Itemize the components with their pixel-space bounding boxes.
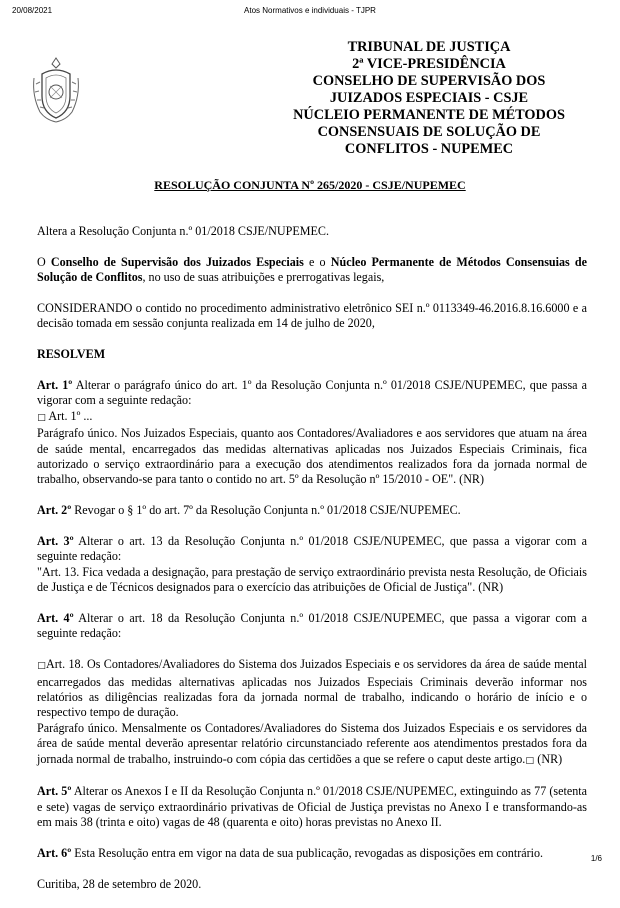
org-line-council: CONSELHO DE SUPERVISÃO DOS — [312, 73, 546, 89]
placeholder-box-icon: □ — [37, 661, 46, 672]
placeholder-box-icon: □ — [37, 412, 46, 423]
article-1-paragraph: Parágrafo único. Nos Juizados Especiais, quanto aos Contadores/Avaliadores e aos servidores que atuam na área de saúde mental, encarregados das medidas alternativas aplicadas nos Juizados Especiais Criminais, fica autorizado o serviço extraordinário para a execução dos atendimentos realizados fora da jornada normal de trabalho, observando-se para tanto o contido no art. 5º da Resolução nº 15/2010 - OE". (NR) — [37, 426, 587, 487]
placeholder-box-icon: □ — [525, 755, 535, 766]
article-1: Art. 1º Alterar o parágrafo único do art. 1º da Resolução Conjunta n.º 01/2018 CSJE/NUPEMEC, que passa a vigorar com a seguinte redação: — [37, 378, 587, 408]
coat-of-arms-icon — [30, 56, 82, 124]
organization-header — [262, 39, 596, 158]
document-body — [37, 224, 587, 908]
org-line-vice-presidency: 2ª VICE-PRESIDÊNCIA — [352, 56, 506, 72]
resolvem-heading: RESOLVEM — [37, 347, 106, 362]
preamble: O Conselho de Supervisão dos Juizados Especiais e o Núcleo Permanente de Métodos Consensuias de Solução de Conflitos, no uso de suas atribuições e prerrogativas legais, — [37, 254, 588, 285]
resolution-title: RESOLUÇÃO CONJUNTA Nº 265/2020 - CSJE/NUPEMEC — [154, 178, 466, 192]
org-line-nucleus-2: CONSENSUAIS DE SOLUÇÃO DE — [317, 124, 541, 140]
article-3: Art. 3º Alterar o art. 13 da Resolução Conjunta n.º 01/2018 CSJE/NUPEMEC, que passa a vigorar com a seguinte redação: — [37, 534, 587, 564]
article-3-quote: "Art. 13. Fica vedada a designação, para prestação de serviço extraordinário prevista nesta Resolução, de Oficiais de Justiça e de Técnicos designados para o exercício das atribuições de Oficial de Justiça". (NR) — [37, 564, 587, 595]
article-1-quote-start: □ Art. 1º ... — [37, 409, 587, 426]
article-5: Art. 5º Alterar os Anexos I e II da Resolução Conjunta n.º 01/2018 CSJE/NUPEMEC, extinguindo as 77 (setenta e sete) vagas de serviço extraordinário privativas de Oficial de Justiça previstas no Anexo I e transformando-as em mais 38 (trinta e oito) vagas de 48 (quarenta e oito) horas previstas no Anexo II. — [37, 784, 587, 830]
org-line-nucleus: NÚCLEIO PERMANENTE DE MÉTODOS — [293, 107, 565, 123]
page-number: 1/6 — [590, 854, 602, 863]
org-line-council-2: JUIZADOS ESPECIAIS - CSJE — [329, 90, 529, 106]
article-4: Art. 4º Alterar o art. 18 da Resolução Conjunta n.º 01/2018 CSJE/NUPEMEC, que passa a vigorar com a seguinte redação: — [37, 611, 587, 641]
org-line-nucleus-3: CONFLITOS - NUPEMEC — [344, 141, 514, 157]
print-title: Atos Normativos e individuais - TJPR — [244, 6, 376, 15]
article-6: Art. 6º Esta Resolução entra em vigor na data de sua publicação, revogadas as disposições em contrário. — [37, 846, 544, 861]
considerando: CONSIDERANDO o contido no procedimento administrativo eletrônico SEI n.º 0113349-46.2016.8.16.6000 e a decisão tomada em sessão conjunta realizada em 14 de julho de 2020, — [37, 301, 587, 331]
org-line-court: TRIBUNAL DE JUSTIÇA — [347, 39, 511, 55]
article-4-quote: □Art. 18. Os Contadores/Avaliadores do Sistema dos Juizados Especiais e os servidores da área de saúde mental encarregados das medidas alternativas aplicadas nos Juizados Especiais Criminais deverão informar nos relatórios as diligências realizadas fora da jornada normal de trabalho, indicando o horário de início e o respectivo tempo de duração. — [37, 657, 587, 720]
print-header — [0, 6, 620, 20]
article-2: Art. 2º Revogar o § 1º do art. 7º da Resolução Conjunta n.º 01/2018 CSJE/NUPEMEC. — [37, 503, 461, 518]
article-4-paragraph: Parágrafo único. Mensalmente os Contadores/Avaliadores do Sistema dos Juizados Especiais e os servidores da área de saúde mental deverão apresentar relatório circunstanciado referente aos atendimentos prestados fora da jornada normal de trabalho, instruindo-o com cópia das certidões a que se refere o caput deste artigo.□ (NR) — [37, 721, 587, 769]
closing-date: Curitiba, 28 de setembro de 2020. — [37, 876, 202, 891]
print-date: 20/08/2021 — [12, 6, 53, 15]
ementa: Altera a Resolução Conjunta n.º 01/2018 CSJE/NUPEMEC. — [37, 224, 329, 238]
